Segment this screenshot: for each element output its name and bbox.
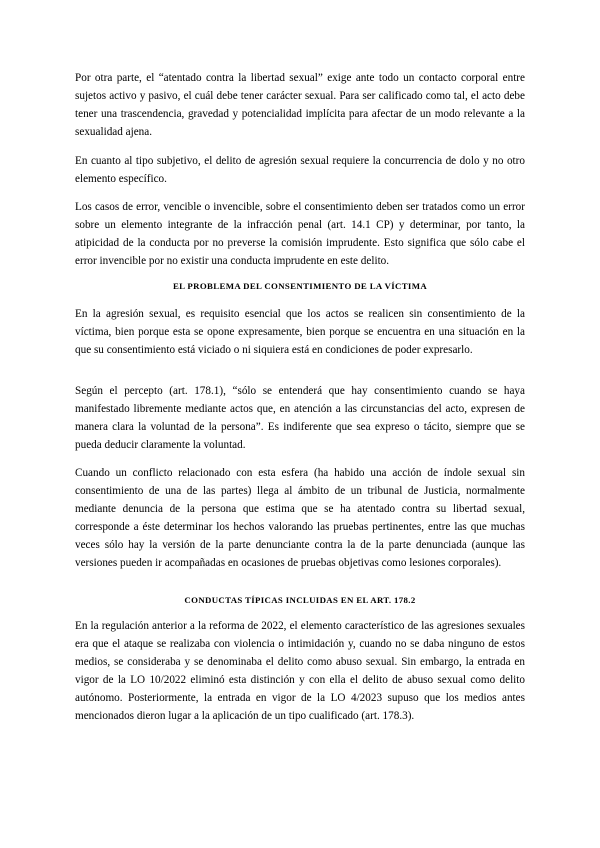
heading-conductas-tipicas: CONDUCTAS TÍPICAS INCLUIDAS EN EL ART. 178.2 [184,595,416,605]
paragraph-agresion-sexual-consentimiento: En la agresión sexual, es requisito esencial que los actos se realicen sin consentimiento de la víctima, bien porque esta se opone expresamente, bien porque se encuentra en una situación en la que su consentimiento está viciado o ni siquiera está en condiciones de poder expresarlo. [75,308,525,356]
paragraph-tipo-subjetivo: En cuanto al tipo subjetivo, el delito de agresión sexual requiere la concurrencia de dolo y no otro elemento específico. [75,155,525,185]
paragraph-conflicto-tribunal: Cuando un conflicto relacionado con esta esfera (ha habido una acción de índole sexual sin consentimiento de una de las partes) llega al ámbito de un tribunal de Justicia, normalmente mediante denuncia de la persona que estima que se ha atentado contra su libertad sexual, corresponde a éste determinar los hechos valorando las pruebas pertinentes, entre las que muchas veces sólo hay la versión de la parte denunciante contra la de la parte denunciada (aunque las versiones pueden ir acompañadas en ocasiones de pruebas objetivas como lesiones corporales). [75,467,525,569]
paragraph-regulacion-anterior: En la regulación anterior a la reforma de 2022, el elemento característico de las agresiones sexuales era que el ataque se realizaba con violencia o intimidación y, cuando no se daba ninguno de estos medios, se consideraba y se denominaba el delito como abuso sexual. Sin embargo, la entrada en vigor de la LO 10/2022 eliminó esta distinción y con ella el delito de abuso sexual como delito autónomo. Posteriormente, la entrada en vigor de la LO 4/2023 supuso que los medios antes mencionados dieron lugar a la aplicación de un tipo cualificado (art. 178.3). [75,620,525,722]
paragraph-casos-de-error: Los casos de error, vencible o invencible, sobre el consentimiento deben ser tratados como un error sobre un elemento integrante de la infracción penal (art. 14.1 CP) y determinar, por tanto, la atipicidad de la conducta por no preverse la comisión imprudente. Esto significa que sólo cabe el error invencible por no existir una conducta imprudente en este delito. [75,201,525,267]
heading-problema-consentimiento: EL PROBLEMA DEL CONSENTIMIENTO DE LA VÍCTIMA [172,281,428,291]
paragraph-atentado-libertad-sexual: Por otra parte, el “atentado contra la libertad sexual” exige ante todo un contacto corporal entre sujetos activo y pasivo, el cuál debe tener carácter sexual. Para ser calificado como tal, el acto debe tener una trascendencia, gravedad y potencialidad implícita para afectar de un modo relevante a la sexualidad ajena. [75,72,525,138]
paragraph-percepto-178-1: Según el percepto (art. 178.1), “sólo se entenderá que hay consentimiento cuando se haya manifestado libremente mediante actos que, en atención a las circunstancias del acto, expresen de manera clara la voluntad de la persona”. Es indiferente que sea expreso o tácito, siempre que se pueda deducir claramente la voluntad. [75,385,525,451]
